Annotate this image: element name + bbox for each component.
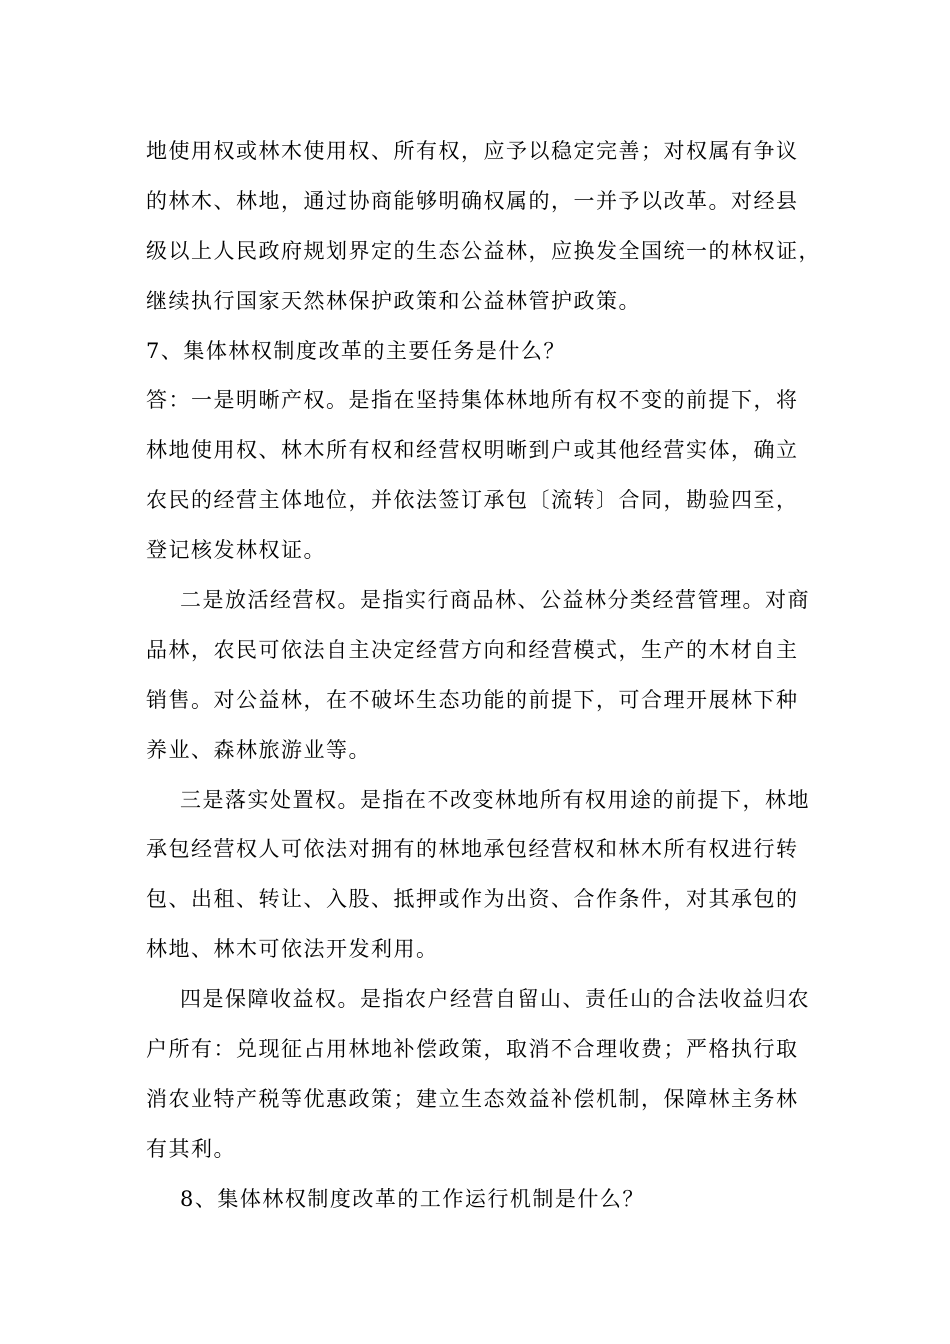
text-line: 林地、林木可依法开发利用。 — [146, 937, 439, 962]
text-line: 林地使用权、林木所有权和经营权明晰到户或其他经营实体，确立 — [146, 438, 799, 463]
text-line: 消农业特产税等优惠政策；建立生态效益补偿机制，保障林主务林 — [146, 1086, 799, 1111]
body-text — [146, 127, 826, 1225]
text-line: 农民的经营主体地位，并依法签订承包〔流转〕合同，勘验四至， — [146, 488, 799, 513]
text-line: 7、集体林权制度改革的主要任务是什么？ — [146, 338, 566, 363]
text-line: 有其利。 — [146, 1136, 236, 1161]
text-line: 品林，农民可依法自主决定经营方向和经营模式，生产的木材自主 — [146, 637, 799, 662]
text-line: 的林木、林地，通过协商能够明确权属的，一并予以改革。对经县 — [146, 188, 799, 213]
text-line: 8、集体林权制度改革的工作运行机制是什么？ — [180, 1186, 645, 1211]
text-line: 承包经营权人可依法对拥有的林地承包经营权和林木所有权进行转 — [146, 837, 799, 862]
text-line: 四是保障收益权。是指农户经营自留山、责任山的合法收益归农 — [180, 987, 810, 1012]
text-line: 三是落实处置权。是指在不改变林地所有权用途的前提下，林地 — [180, 787, 810, 812]
text-line: 养业、森林旅游业等。 — [146, 737, 371, 762]
text-line: 地使用权或林木使用权、所有权，应予以稳定完善；对权属有争议 — [146, 139, 799, 163]
text-line: 答：一是明晰产权。是指在坚持集体林地所有权不变的前提下，将 — [146, 388, 799, 413]
text-line: 户所有：兑现征占用林地补偿政策，取消不合理收费；严格执行取 — [146, 1037, 799, 1062]
text-line: 二是放活经营权。是指实行商品林、公益林分类经营管理。对商 — [180, 588, 810, 613]
text-line: 登记核发林权证。 — [146, 538, 326, 563]
text-line: 包、出租、转让、入股、抵押或作为出资、合作条件，对其承包的 — [146, 887, 799, 912]
text-line: 继续执行国家天然林保护政策和公益林管护政策。 — [146, 288, 641, 313]
text-line: 级以上人民政府规划界定的生态公益林，应换发全国统一的林权证， — [146, 238, 821, 263]
text-line: 销售。对公益林，在不破坏生态功能的前提下，可合理开展林下种 — [146, 687, 799, 712]
